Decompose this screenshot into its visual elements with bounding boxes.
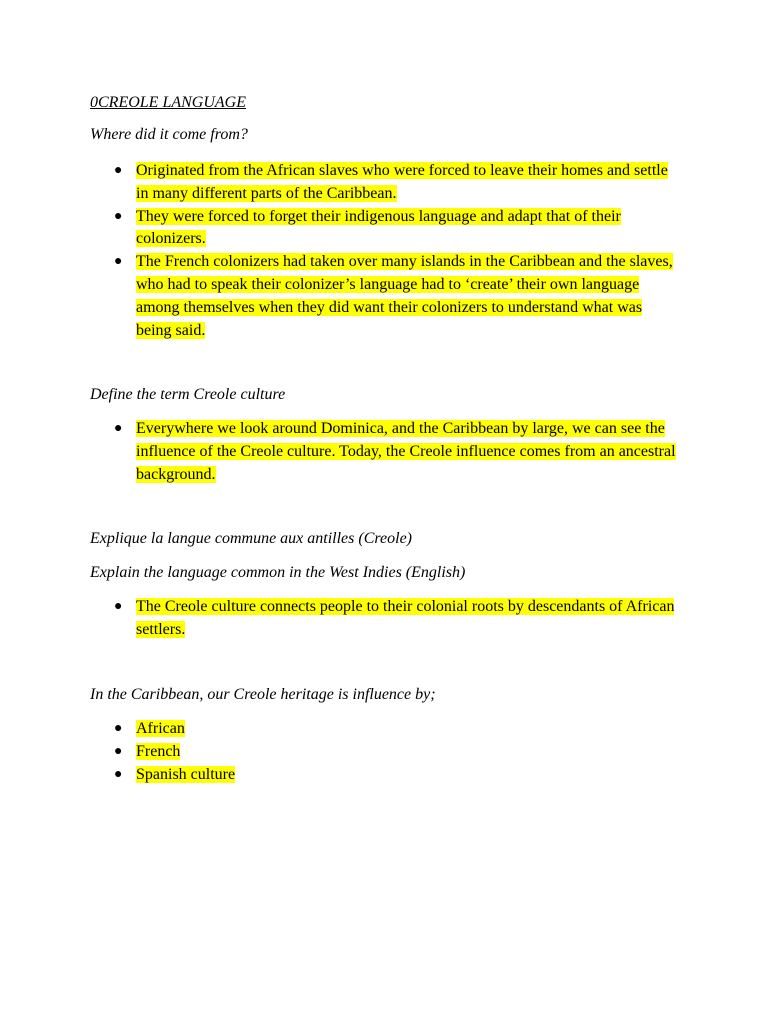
list-item: [0, 251, 676, 342]
list-item: [0, 596, 676, 642]
bullet-text: French: [136, 742, 181, 760]
bullet-text: The Creole culture connects people to their colonial roots by descendants of African settlers.: [136, 598, 675, 638]
bullet-icon: ●: [114, 599, 123, 614]
bullet-text: The French colonizers had taken over many islands in the Caribbean and the slaves, who had to speak their colonizer’s language had to ‘create’ their own language among themselves when they did want their colonizers to understand what was being said.: [136, 253, 673, 339]
bullet-text: African: [136, 720, 185, 737]
bullet-icon: ●: [114, 721, 123, 736]
document-title: 0CREOLE LANGUAGE: [90, 94, 246, 111]
bullet-text: Spanish culture: [136, 765, 236, 783]
question-creole-culture: Define the term Creole culture: [90, 386, 286, 403]
bullet-list-heritage: [0, 718, 676, 786]
bullet-text: Originated from the African slaves who were forced to leave their homes and settle in many different parts of the Caribbean.: [136, 162, 668, 202]
question-heritage: In the Caribbean, our Creole heritage is influence by;: [90, 686, 436, 703]
bullet-icon: ●: [114, 743, 123, 759]
question-origin: Where did it come from?: [90, 126, 248, 143]
bullet-icon: ●: [114, 766, 123, 782]
bullet-icon: ●: [114, 208, 123, 224]
list-item: [0, 418, 676, 486]
bullet-list-creole-culture: [0, 418, 676, 486]
bullet-text: Everywhere we look around Dominica, and the Caribbean by large, we can see the influence of the Creole culture. Today, the Creole influence comes from an ancestral background.: [136, 420, 676, 483]
list-item: [0, 206, 676, 252]
question-french: Explique la langue commune aux antilles (Creole): [90, 530, 412, 547]
bullet-list-language: [0, 596, 676, 642]
list-item: [0, 741, 676, 764]
bullet-icon: ●: [114, 254, 123, 270]
list-item: [0, 764, 676, 787]
list-item: [0, 160, 676, 206]
bullet-icon: ●: [114, 163, 123, 178]
bullet-text: They were forced to forget their indigenous language and adapt that of their colonizers.: [136, 207, 621, 248]
bullet-list-origin: [0, 160, 676, 342]
bullet-icon: ●: [114, 421, 123, 436]
list-item: [0, 718, 676, 741]
question-english: Explain the language common in the West Indies (English): [90, 564, 466, 581]
